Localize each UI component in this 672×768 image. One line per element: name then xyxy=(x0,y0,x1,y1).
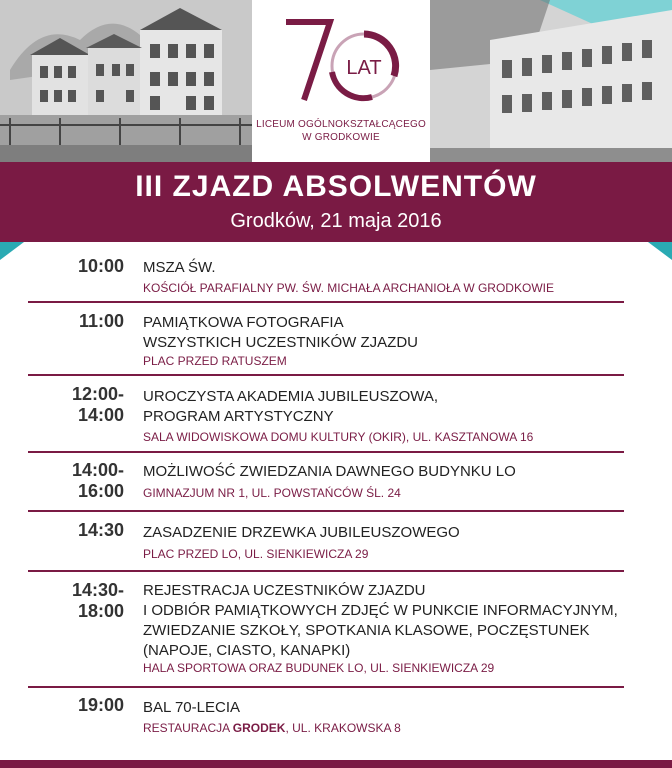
item-title-line: I ODBIÓR PAMIĄTKOWYCH ZDJĘĆ W PUNKCIE INFORMACYJNYM, xyxy=(143,602,618,619)
anniversary-logo xyxy=(252,0,430,162)
item-title xyxy=(143,698,628,718)
item-title-line: ZASADZENIE DRZEWKA JUBILEUSZOWEGO xyxy=(143,524,460,541)
old-school-photo xyxy=(0,0,252,162)
item-location: PLAC PRZED LO, UL. SIENKIEWICZA 29 xyxy=(143,547,369,561)
separator xyxy=(28,510,624,512)
item-location: KOŚCIÓŁ PARAFIALNY PW. ŚW. MICHAŁA ARCHANIOŁA W GRODKOWIE xyxy=(143,281,554,295)
item-time: 10:00 xyxy=(77,256,124,276)
item-title-line: UROCZYSTA AKADEMIA JUBILEUSZOWA, xyxy=(143,388,439,405)
item-title-line: MOŻLIWOŚĆ ZWIEDZANIA DAWNEGO BUDYNKU LO xyxy=(143,463,516,480)
item-time: 19:00 xyxy=(77,695,124,715)
item-title-line: MSZA ŚW. xyxy=(143,259,216,276)
item-time: 14:00-16:00 xyxy=(71,460,124,501)
item-time: 14:30 xyxy=(77,520,124,540)
item-title xyxy=(143,313,628,353)
venue-name: GRODEK xyxy=(232,721,286,735)
item-title xyxy=(143,523,628,543)
school-building-photo xyxy=(430,0,672,162)
event-date: Grodków, 21 maja 2016 xyxy=(230,210,442,232)
logo-word: LAT xyxy=(346,57,382,79)
school-name xyxy=(252,118,430,144)
item-time: 12:00-14:00 xyxy=(71,384,124,425)
corner-accent-right xyxy=(648,242,672,260)
item-title xyxy=(143,258,628,278)
item-title-line: PAMIĄTKOWA FOTOGRAFIA xyxy=(143,314,344,331)
separator xyxy=(28,374,624,376)
item-location: HALA SPORTOWA ORAZ BUDUNEK LO, UL. SIENKIEWICZA 29 xyxy=(143,661,495,675)
item-title-line: REJESTRACJA UCZESTNIKÓW ZJAZDU xyxy=(143,582,426,599)
item-time: 11:00 xyxy=(78,311,124,331)
separator xyxy=(28,301,624,303)
header xyxy=(0,0,672,162)
item-title xyxy=(143,462,628,482)
event-title: III ZJAZD ABSOLWENTÓW xyxy=(135,170,537,203)
item-title xyxy=(143,581,628,661)
item-time: 14:30-18:00 xyxy=(71,580,124,621)
item-title-line: ZWIEDZANIE SZKOŁY, SPOTKANIA KLASOWE, POCZĘSTUNEK xyxy=(143,622,590,639)
item-title-line: WSZYSTKICH UCZESTNIKÓW ZJAZDU xyxy=(143,334,418,351)
separator xyxy=(28,686,624,688)
item-location: SALA WIDOWISKOWA DOMU KULTURY (OKIR), UL. KASZTANOWA 16 xyxy=(143,430,534,444)
seventy-logo-graphic xyxy=(282,14,400,106)
item-title-line: PROGRAM ARTYSTYCZNY xyxy=(143,408,334,425)
item-title-line: BAL 70-LECIA xyxy=(143,699,240,716)
separator xyxy=(28,570,624,572)
location-prefix: RESTAURACJA xyxy=(143,721,233,735)
bottom-bar xyxy=(0,760,672,768)
item-location: GIMNAZJUM NR 1, UL. POWSTAŃCÓW ŚL. 24 xyxy=(143,486,401,500)
event-banner xyxy=(0,162,672,242)
school-name-line2: W GRODKOWIE xyxy=(302,132,380,143)
location-suffix: , UL. KRAKOWSKA 8 xyxy=(285,721,401,735)
item-title xyxy=(143,387,628,427)
item-location: PLAC PRZED RATUSZEM xyxy=(143,354,287,368)
corner-accent-left xyxy=(0,242,24,260)
item-location xyxy=(143,720,628,736)
school-name-line1: LICEUM OGÓLNOKSZTAŁCĄCEGO xyxy=(256,119,426,130)
separator xyxy=(28,451,624,453)
item-title-line: (NAPOJE, CIASTO, KANAPKI) xyxy=(143,642,351,659)
